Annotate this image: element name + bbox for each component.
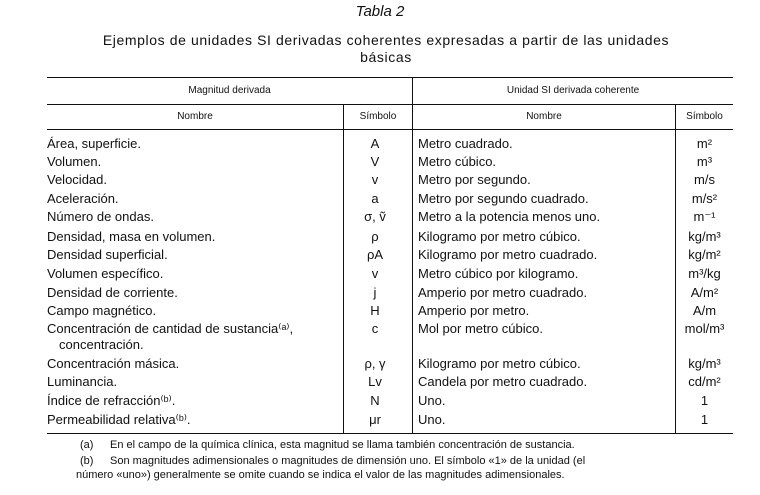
quantity-name (47, 321, 342, 353)
quantity-name: Volumen. (47, 154, 102, 169)
quantity-name: Número de ondas. (47, 209, 154, 224)
unit-name: Uno. (418, 412, 446, 427)
quantity-name: Volumen específico. (47, 266, 164, 281)
quantity-symbol: v (371, 172, 379, 187)
footnote-a-tag: (a) (80, 439, 94, 451)
quantity-name: Densidad de corriente. (47, 285, 178, 300)
quantity-symbol: σ, ṽ (364, 209, 386, 224)
name-symbol-divider (343, 104, 344, 434)
column-header-unit-symbol: Símbolo (686, 111, 723, 122)
unit-symbol: kg/m³ (688, 229, 721, 244)
quantity-symbol: μr (369, 412, 381, 427)
table-caption (40, 32, 732, 66)
unit-name: Amperio por metro cuadrado. (418, 285, 588, 300)
table-top-rule (47, 77, 733, 78)
footnote-b-text-line-2: número «uno») generalmente se omite cuando se indica el valor de las magnitudes adimensionales. (76, 469, 565, 481)
quantity-name: Aceleración. (47, 191, 119, 206)
group-header-si-unit: Unidad SI derivada coherente (506, 85, 640, 96)
table-row (47, 321, 732, 355)
group-header-rule (47, 104, 733, 105)
footnote-a (80, 438, 740, 452)
unit-symbol: m³ (696, 154, 713, 169)
table-label: Tabla 2 (355, 3, 405, 20)
quantity-name: Velocidad. (47, 172, 107, 187)
unit-symbol: A/m (692, 303, 717, 318)
quantity-symbol: ρA (366, 247, 384, 262)
unit-name: Metro cúbico por kilogramo. (418, 266, 579, 281)
unit-name: Kilogramo por metro cuadrado. (418, 247, 598, 262)
column-header-unit-name: Nombre (526, 111, 562, 122)
unit-name: Metro cúbico. (418, 154, 497, 169)
quantity-symbol: j (373, 285, 377, 300)
quantity-symbol: V (370, 154, 380, 169)
unit-name: Uno. (418, 393, 446, 408)
quantity-symbol: H (370, 303, 380, 318)
unit-name: Mol por metro cúbico. (418, 321, 543, 336)
unit-symbol: A/m² (690, 285, 719, 300)
quantity-name: Campo magnético. (47, 303, 157, 318)
unit-name: Metro a la potencia menos uno. (418, 209, 601, 224)
quantity-symbol: a (371, 191, 379, 206)
unit-symbol: m/s (694, 172, 715, 187)
unit-name: Metro por segundo. (418, 172, 531, 187)
footnote-b (76, 454, 740, 484)
unit-name: Metro por segundo cuadrado. (418, 191, 589, 206)
unit-symbol: cd/m² (688, 374, 721, 389)
unit-name: Amperio por metro. (418, 303, 530, 318)
unit-symbol: m² (696, 136, 713, 151)
unit-name: Candela por metro cuadrado. (418, 374, 588, 389)
quantity-symbol: N (370, 393, 380, 408)
quantity-name: Índice de refracción⁽ᵇ⁾. (47, 393, 176, 408)
unit-symbol: m³/kg (688, 266, 721, 281)
caption-line-2: básicas (360, 49, 412, 65)
unit-name: Metro cuadrado. (418, 136, 513, 151)
footnote-b-tag: (b) (80, 455, 94, 467)
quantity-name-line-2: concentración. (59, 337, 144, 352)
footnote-b-text-line-1: Son magnitudes adimensionales o magnitudes de dimensión uno. El símbolo «1» de la unidad (el (110, 455, 586, 467)
quantity-name: Área, superficie. (47, 136, 141, 151)
unit-symbol: 1 (700, 412, 709, 427)
quantity-symbol: ρ (371, 229, 379, 244)
unit-name: Kilogramo por metro cúbico. (418, 229, 581, 244)
unit-symbol: m/s² (691, 191, 718, 206)
caption-line-1: Ejemplos de unidades SI derivadas coherentes expresadas a partir de las unidades (102, 32, 670, 48)
quantity-symbol: A (370, 136, 380, 151)
footnote-a-text: En el campo de la química clínica, esta magnitud se llama también concentración de sustancia. (110, 439, 575, 451)
column-header-name: Nombre (177, 111, 213, 122)
column-header-symbol: Símbolo (359, 111, 397, 122)
column-header-rule (47, 129, 733, 130)
quantity-symbol: ρ, γ (364, 356, 386, 371)
table-bottom-rule (47, 433, 733, 434)
unit-symbol: m⁻¹ (693, 209, 716, 224)
group-divider (412, 77, 413, 434)
quantity-name: Concentración másica. (47, 356, 180, 371)
unit-symbol: 1 (700, 393, 709, 408)
unit-symbol: kg/m² (688, 247, 721, 262)
quantity-symbol: Lv (368, 374, 382, 389)
unit-name: Kilogramo por metro cúbico. (418, 356, 581, 371)
quantity-name: Densidad, masa en volumen. (47, 229, 216, 244)
group-header-derived-quantity: Magnitud derivada (188, 85, 271, 96)
unit-symbol: kg/m³ (688, 356, 721, 371)
quantity-name: Densidad superficial. (47, 247, 168, 262)
quantity-name: Permeabilidad relativa⁽ᵇ⁾. (47, 412, 191, 427)
unit-name-symbol-divider (675, 104, 676, 434)
quantity-name: Luminancia. (47, 374, 118, 389)
quantity-symbol: c (371, 321, 379, 336)
unit-symbol: mol/m³ (684, 321, 725, 336)
quantity-name-line-1: Concentración de cantidad de sustancia⁽ᵃ⁾, (47, 321, 294, 336)
quantity-symbol: v (371, 266, 379, 281)
